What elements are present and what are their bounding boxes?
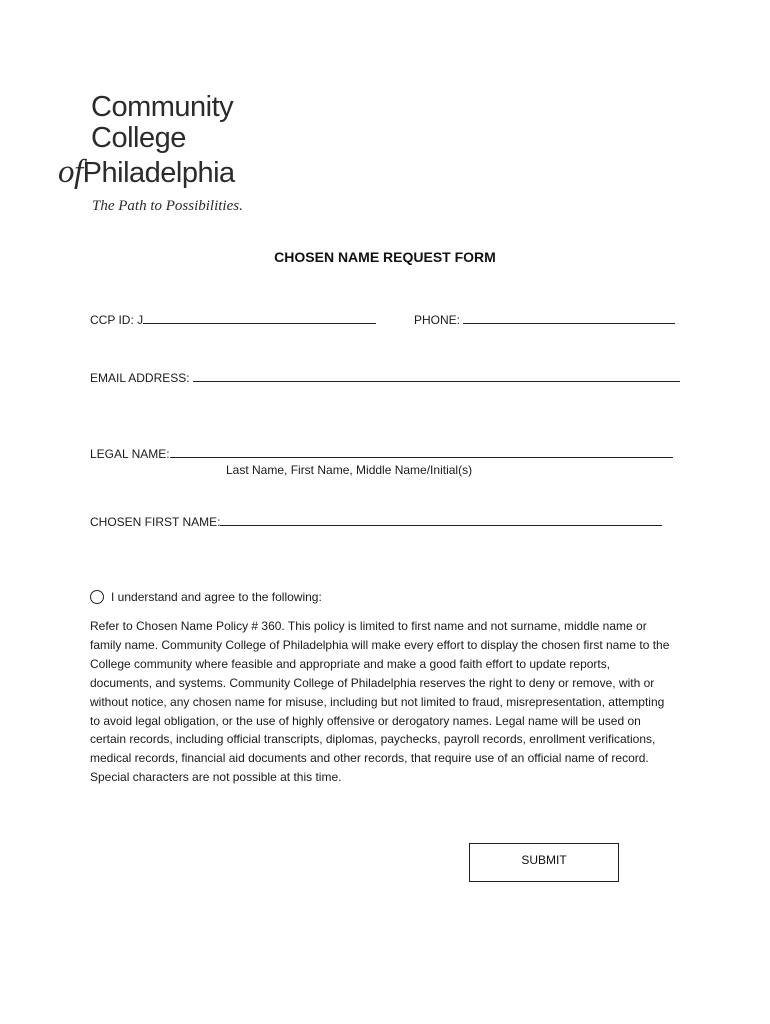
logo-line-philadelphia [58, 156, 235, 189]
logo-of: of [58, 154, 83, 190]
chosen-first-name-field[interactable] [90, 514, 662, 530]
phone-input-line[interactable] [463, 312, 675, 324]
legal-name-hint: Last Name, First Name, Middle Name/Initial(s) [226, 463, 473, 477]
phone-field[interactable] [414, 312, 675, 328]
email-field[interactable] [90, 370, 680, 386]
chosen-first-name-input-line[interactable] [220, 514, 662, 526]
logo-philadelphia: Philadelphia [82, 157, 235, 189]
ccp-id-input-line[interactable] [143, 312, 376, 324]
college-logo [58, 88, 258, 223]
ccp-id-label: CCP ID: J [90, 313, 144, 327]
logo-line-college: College [91, 122, 186, 154]
email-label: EMAIL ADDRESS: [90, 371, 193, 385]
phone-label: PHONE: [414, 313, 464, 327]
logo-tagline: The Path to Possibilities. [92, 198, 243, 214]
legal-name-field[interactable] [90, 446, 673, 462]
logo-line-community: Community [91, 91, 234, 123]
legal-name-label: LEGAL NAME: [90, 447, 170, 461]
chosen-first-name-label: CHOSEN FIRST NAME: [90, 515, 221, 529]
agree-label: I understand and agree to the following: [111, 590, 322, 604]
agree-radio[interactable] [90, 590, 104, 604]
submit-button[interactable]: SUBMIT [469, 843, 619, 882]
agree-option[interactable] [90, 590, 322, 604]
ccp-id-field[interactable] [90, 312, 376, 328]
form-title: CHOSEN NAME REQUEST FORM [274, 249, 496, 265]
legal-name-input-line[interactable] [170, 446, 673, 458]
email-input-line[interactable] [193, 370, 680, 382]
policy-text: Refer to Chosen Name Policy # 360. This policy is limited to first name and not surname, middle name or family name. Community College of Philadelphia will make every effort to display the chosen first name to the College community where feasible and appropriate and make a good faith effort to update reports, documents, and systems. Community College of Philadelphia reserves the right to deny or remove, with or without notice, any chosen name for misuse, including but not limited to fraud, misrepresentation, attempting to avoid legal obligation, or the use of highly offensive or derogatory names. Legal name will be used on certain records, including official transcripts, diplomas, paychecks, payroll records, enrollment verifications, medical records, financial aid documents and other records, that require use of an official name of record. Special characters are not possible at this time. [90, 619, 670, 785]
